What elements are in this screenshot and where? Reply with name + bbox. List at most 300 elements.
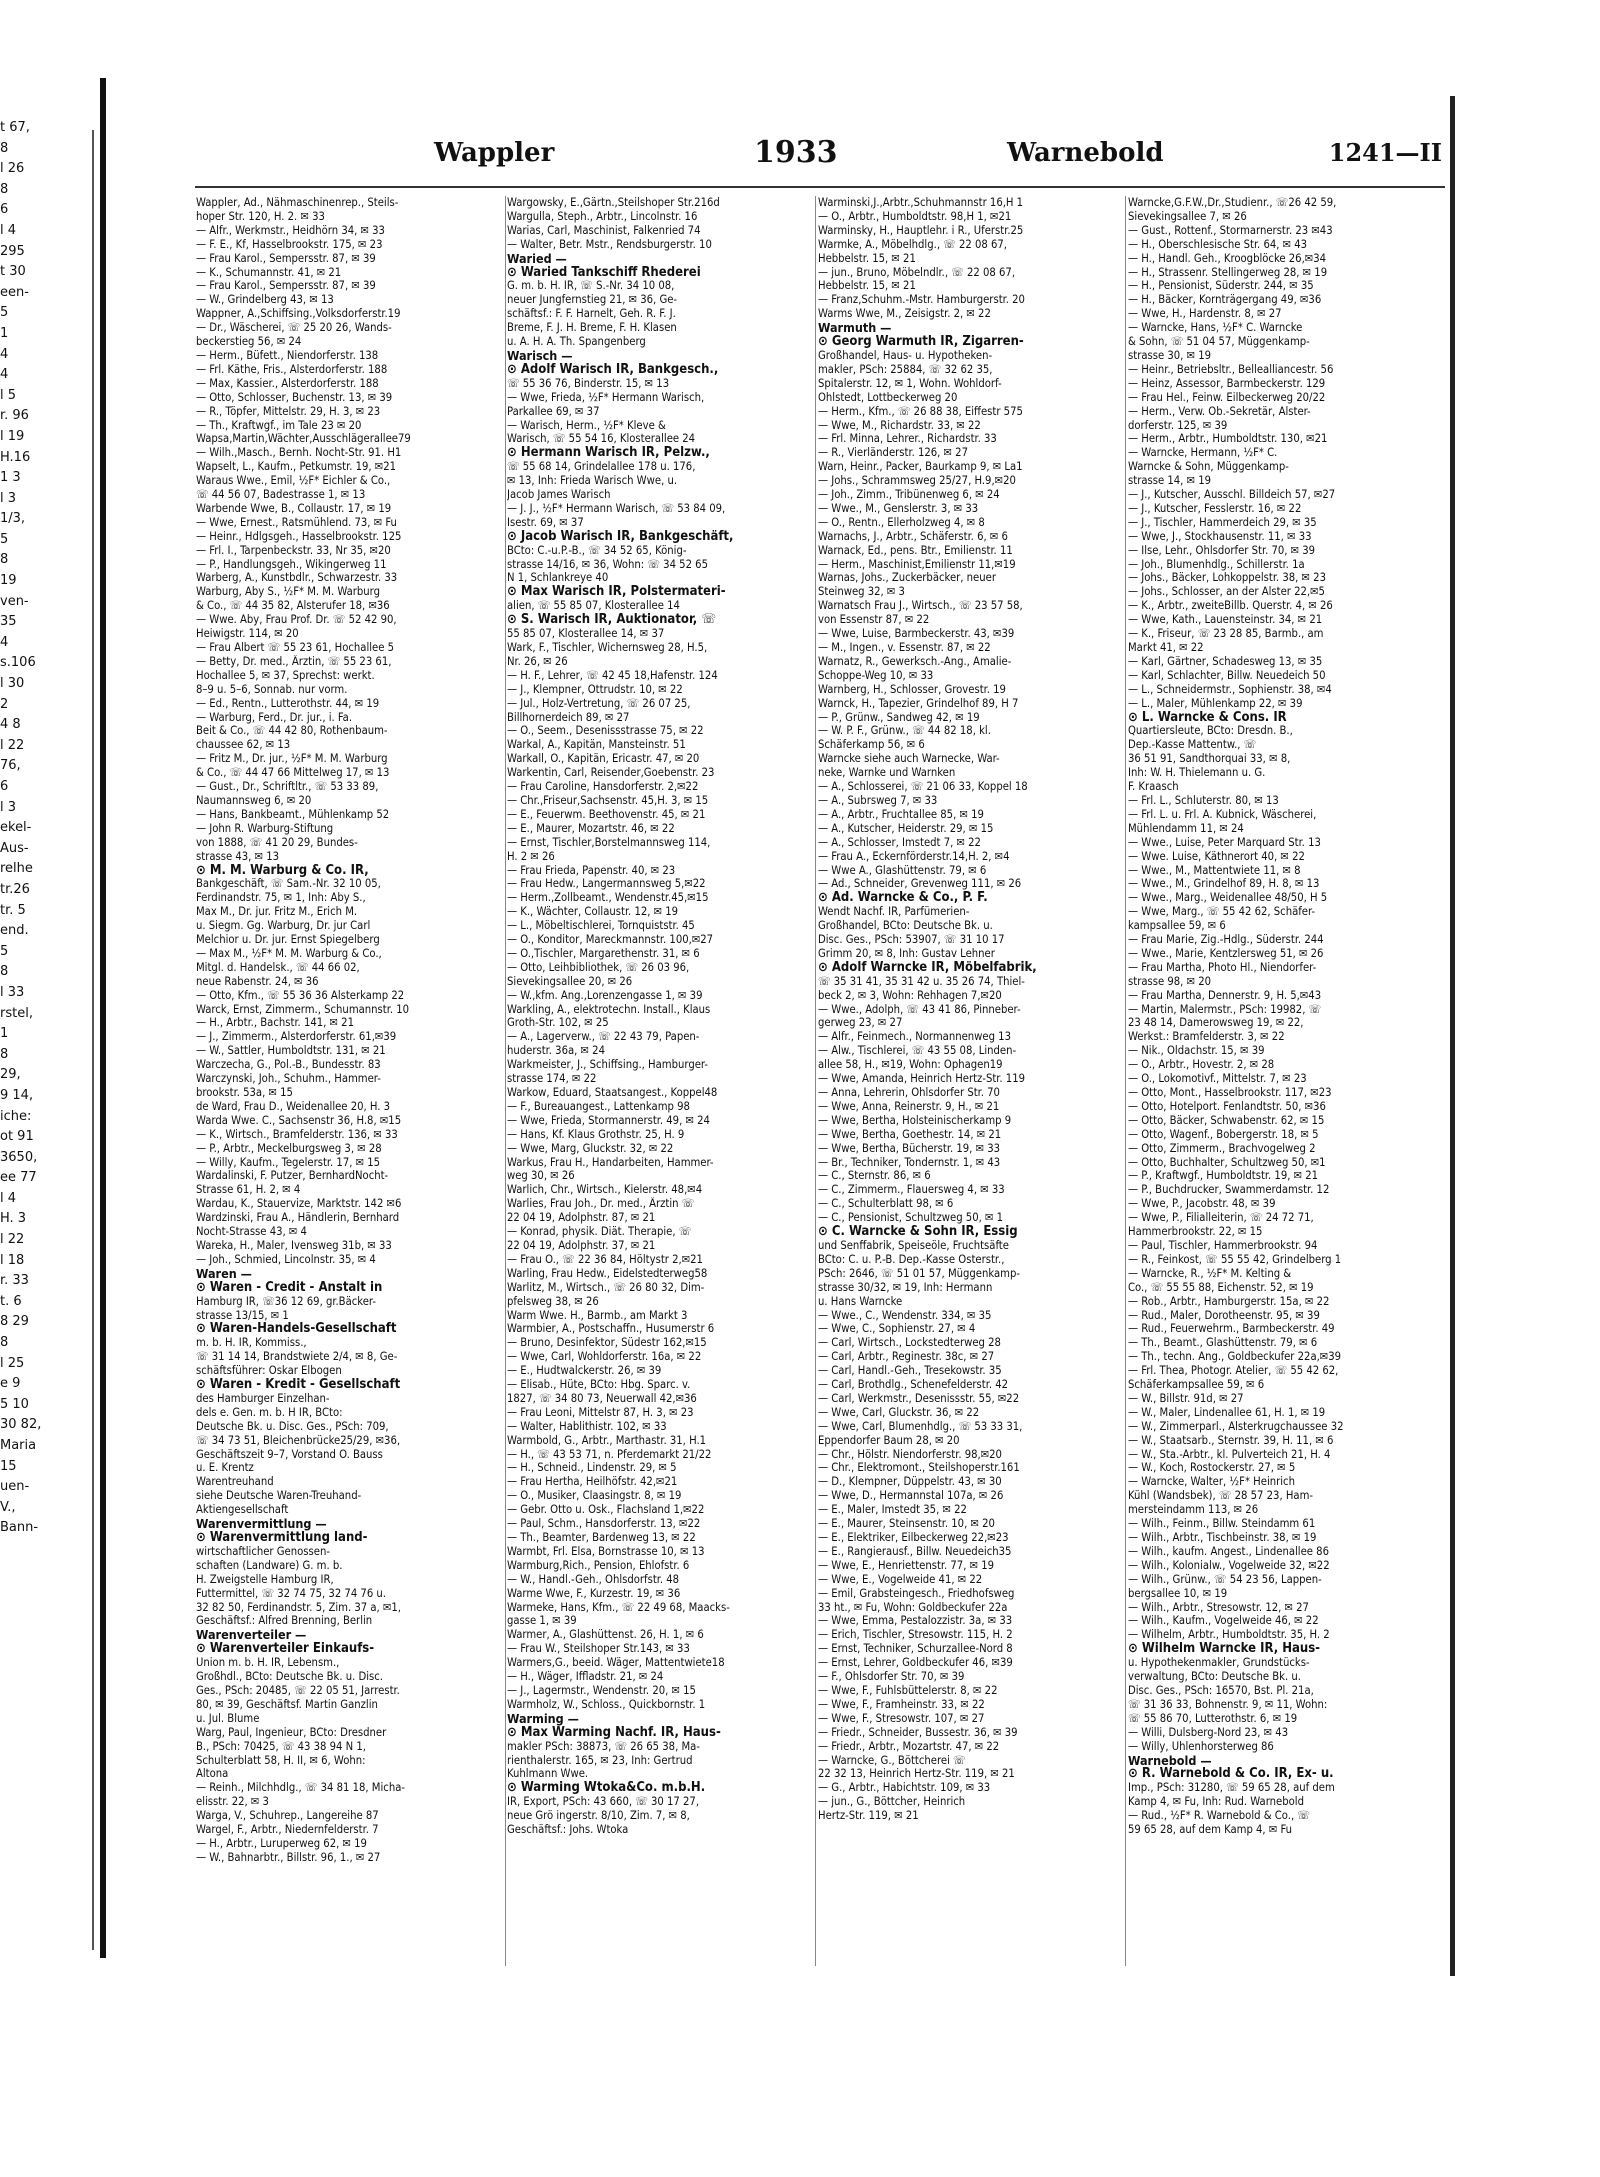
directory-entry-line: — Wwe, P., Filialleiterin, ☏ 24 72 71, — [1128, 1211, 1314, 1225]
directory-entry-line: 33 ht., ✉ Fu, Wohn: Goldbeckufer 22a — [818, 1600, 1008, 1614]
directory-entry-line: — Th., Kraftwgf., im Tale 23 ✉ 20 — [196, 418, 362, 432]
directory-entry-line: — Johs., Schrammsweg 25/27, H.9,✉20 — [818, 474, 1016, 488]
directory-entry-line: Warkentin, Carl, Reisender,Goebenstr. 23 — [507, 766, 715, 780]
directory-entry-line: ☏ 55 68 14, Grindelallee 178 u. 176, — [507, 460, 696, 474]
directory-entry-line: — Herm., Arbtr., Humboldtstr. 130, ✉21 — [1128, 432, 1328, 446]
directory-entry-line: mersteindamm 113, ✉ 26 — [1128, 1503, 1259, 1517]
directory-entry-line: Warisch — — [507, 348, 573, 363]
directory-entry-line: — Warncke, Hermann, ½F* C. — [1128, 446, 1278, 460]
directory-entry-line: — Willy, Uhlenhorsterweg 86 — [1128, 1739, 1274, 1753]
directory-entry-line: — Frau Albert ☏ 55 23 61, Hochallee 5 — [196, 641, 395, 654]
directory-entry-line: ⊙ Waren - Kredit - Gesellschaft — [196, 1378, 401, 1392]
directory-entry-line: Wark, F., Tischler, Wichernsweg 28, H.5, — [507, 641, 708, 654]
directory-entry-line: — O.,Tischler, Margarethenstr. 31, ✉ 6 — [507, 946, 700, 960]
directory-entry-line: BCto: C. u. P.-B. Dep.-Kasse Osterstr., — [818, 1252, 1005, 1266]
directory-entry-line: — A., Subrsweg 7, ✉ 33 — [818, 793, 938, 807]
directory-entry-line: alien, ☏ 55 85 07, Klosterallee 14 — [507, 599, 680, 613]
directory-entry-line: — Frau Hedw., Langermannsweg 5,✉22 — [507, 877, 706, 891]
directory-entry-line: — G., Arbtr., Habichtstr. 109, ✉ 33 — [818, 1781, 991, 1795]
directory-entry-line: — Joh., Zimm., Tribünenweg 6, ✉ 24 — [818, 488, 1000, 502]
margin-fragment: rstel, — [0, 1005, 33, 1021]
directory-entry-line: Groth-Str. 102, ✉ 25 — [507, 1016, 609, 1030]
directory-entry-line: — H., Strassenr. Stellingerweg 28, ✉ 19 — [1128, 265, 1328, 279]
directory-entry-line: — Frl. L., Schluterstr. 80, ✉ 13 — [1128, 793, 1279, 807]
directory-entry-line: — W., Koch, Rostockerstr. 27, ✉ 5 — [1128, 1461, 1296, 1475]
directory-entry-line: elisstr. 22, ✉ 3 — [196, 1795, 269, 1809]
directory-entry-line: Heiwigstr. 114, ✉ 20 — [196, 627, 299, 641]
margin-fragment: l 19 — [0, 428, 25, 444]
directory-entry-line: Warming — — [507, 1711, 579, 1726]
directory-entry-line: Warling, Frau Hedw., Eidelstedterweg58 — [507, 1266, 708, 1280]
directory-entry-line: — Carl, Werkmstr., Desenissstr. 55, ✉22 — [818, 1391, 1020, 1405]
directory-entry-line: Sievekingsallee 7, ✉ 26 — [1128, 209, 1247, 223]
directory-entry-line: — Herm., Kfm., ☏ 26 88 38, Eiffestr 575 — [818, 404, 1023, 418]
directory-entry-line: Warncke & Sohn, Müggenkamp- — [1128, 460, 1289, 474]
directory-entry-line: — Alfr., Werkmstr., Heidhörn 34, ✉ 33 — [196, 223, 385, 237]
directory-entry-line: Großhandel, Haus- u. Hypotheken- — [818, 348, 993, 362]
directory-entry-line: — Herm., Maschinist,Emilienstr 11,✉19 — [818, 557, 1016, 571]
directory-entry-line: — Wilh., Grünw., ☏ 54 23 56, Lappen- — [1128, 1572, 1322, 1586]
directory-entry-line: — Wwe, C., Sophienstr. 27, ✉ 4 — [818, 1322, 976, 1336]
directory-entry-line: Inh: W. H. Thielemann u. G. — [1128, 766, 1266, 780]
directory-entry-line: Warda Wwe. C., Sachsenstr 36, H.8, ✉15 — [196, 1113, 402, 1127]
directory-entry-line: — Carl, Brothdlg., Schenefelderstr. 42 — [818, 1378, 1009, 1392]
directory-entry-line: Warmeke, Hans, Kfm., ☏ 22 49 68, Maacks- — [507, 1600, 730, 1614]
directory-entry-line: — Otto, Bäcker, Schwabenstr. 62, ✉ 15 — [1128, 1113, 1325, 1127]
directory-entry-line: — P., Handlungsgeh., Wikingerweg 11 — [196, 557, 387, 571]
directory-entry-line: — Herm.,Zollbeamt., Wendenstr.45,✉15 — [507, 891, 709, 905]
directory-entry-line: — E., Feuerwm. Beethovenstr. 45, ✉ 21 — [507, 807, 706, 821]
directory-entry-line: — Karl, Gärtner, Schadesweg 13, ✉ 35 — [1128, 654, 1323, 668]
directory-entry-line: Union m. b. H. IR, Lebensm., — [196, 1656, 340, 1670]
directory-entry-line: Warkus, Frau H., Handarbeiten, Hammer- — [507, 1155, 714, 1169]
directory-entry-line: Warnatsch Frau J., Wirtsch., ☏ 23 57 58, — [818, 599, 1023, 613]
directory-entry-line: Mühlendamm 11, ✉ 24 — [1128, 821, 1244, 835]
margin-fragment: t 30 — [0, 264, 26, 280]
directory-entry-line: Warminski,J.,Arbtr.,Schuhmannstr 16,H 1 — [818, 196, 1024, 209]
directory-entry-line: — Wwe, Emma, Pestalozzistr. 3a, ✉ 33 — [818, 1614, 1013, 1628]
margin-fragment: ee 77 — [0, 1170, 37, 1186]
directory-entry-line: — Hans, Kf. Klaus Grothstr. 25, H. 9 — [507, 1127, 685, 1141]
directory-entry-line: Imp., PSch: 31280, ☏ 59 65 28, auf dem — [1128, 1781, 1335, 1795]
directory-entry-line: Wappler, Ad., Nähmaschinenrep., Steils- — [196, 196, 399, 209]
directory-entry-line: — A., Schlosserei, ☏ 21 06 33, Koppel 18 — [818, 780, 1028, 794]
directory-entry-line: — Wwe. Aby, Frau Prof. Dr. ☏ 52 42 90, — [196, 613, 397, 627]
directory-entry-line: u. Hypothekenmakler, Grundstücks- — [1128, 1656, 1310, 1670]
directory-entry-line: — Otto, Hotelport. Fenlandtstr. 50, ✉36 — [1128, 1099, 1326, 1113]
directory-entry-line: ☏ 34 73 51, Bleichenbrücke25/29, ✉36, — [196, 1433, 401, 1447]
directory-entry-line: — Otto, Wagenf., Bobergerstr. 18, ✉ 5 — [1128, 1127, 1319, 1141]
directory-entry-line: Sievekingsallee 20, ✉ 26 — [507, 974, 633, 988]
directory-entry-line: — L., Schneidermstr., Sophienstr. 38, ✉4 — [1128, 682, 1332, 696]
directory-entry-line: Grimm 20, ✉ 8, Inh: Gustav Lehner — [818, 946, 995, 960]
directory-entry-line: Warncke siehe auch Warnecke, War- — [818, 752, 1000, 766]
directory-entry-line: — Otto, Schlosser, Buchenstr. 13, ✉ 39 — [196, 390, 393, 404]
directory-entry-line: Geschäftsf.: Alfred Brenning, Berlin — [196, 1614, 373, 1628]
directory-entry-line: — Warncke, Walter, ½F* Heinrich — [1128, 1475, 1295, 1489]
directory-entry-line: — Frau Hel., Feinw. Eilbeckerweg 20/22 — [1128, 390, 1326, 404]
directory-entry-line: — Dr., Wäscherei, ☏ 25 20 26, Wands- — [196, 321, 392, 335]
directory-entry-line: Wapselt, L., Kaufm., Petkumstr. 19, ✉21 — [196, 460, 397, 474]
directory-entry-line: — C., Sternstr. 86, ✉ 6 — [818, 1169, 931, 1183]
directory-entry-line: ⊙ Warenverteiler Einkaufs- — [196, 1642, 375, 1657]
directory-entry-line: — E., Maurer, Steinsenstr. 10, ✉ 20 — [818, 1517, 995, 1531]
directory-entry-line: — Wwe, J., Stockhausenstr. 11, ✉ 33 — [1128, 529, 1312, 543]
directory-entry-line: ☏ 31 36 33, Bohnenstr. 9, ✉ 11, Wohn: — [1128, 1697, 1328, 1711]
header-year: 1933 — [754, 135, 838, 170]
directory-entry-line: — Warisch, Herm., ½F* Kleve & — [507, 418, 666, 432]
directory-entry-line: — P., Kraftwgf., Humboldtstr. 19, ✉ 21 — [1128, 1169, 1319, 1183]
adjacent-page-margin — [0, 118, 64, 1938]
directory-entry-line: — Chr.,Friseur,Sachsenstr. 45,H. 3, ✉ 15 — [507, 793, 709, 807]
directory-entry-line: Geschäftszeit 9–7, Vorstand O. Bauss — [196, 1447, 383, 1461]
margin-fragment: l 26 — [0, 161, 25, 177]
margin-fragment: l 33 — [0, 984, 25, 1000]
directory-entry-line: schäftsführer: Oskar Elbogen — [196, 1364, 342, 1378]
directory-entry-line: — A., Lagerverw., ☏ 22 43 79, Papen- — [507, 1030, 700, 1044]
directory-entry-line: — Frau Leoni, Mittelstr 87, H. 3, ✉ 23 — [507, 1405, 694, 1419]
directory-entry-line: Warg, Paul, Ingenieur, BCto: Dresdner — [196, 1725, 387, 1739]
directory-entry-line: — Wwe, P., Jacobstr. 48, ✉ 39 — [1128, 1197, 1276, 1211]
directory-entry-line: — Frl. I., Tarpenbeckstr. 33, Nr 35, ✉20 — [196, 543, 391, 557]
directory-entry-line: — Friedr., Schneider, Bussestr. 36, ✉ 39 — [818, 1725, 1018, 1739]
directory-entry-line: — E., Hudtwalckerstr. 26, ✉ 39 — [507, 1364, 662, 1378]
directory-column-1 — [196, 196, 506, 1966]
directory-entry-line: — Warburg, Ferd., Dr. jur., i. Fa. — [196, 710, 353, 724]
margin-fragment: ot 91 — [0, 1129, 34, 1145]
directory-entry-line: — P., Arbtr., Meckelburgsweg 3, ✉ 28 — [196, 1141, 382, 1155]
directory-entry-line: — Martin, Malermstr., PSch: 19982, ☏ — [1128, 1002, 1322, 1016]
directory-entry-line: — K., Friseur, ☏ 23 28 85, Barmb., am — [1128, 627, 1324, 641]
directory-entry-line: — Wilh., Kaufm., Vogelweide 46, ✉ 22 — [1128, 1614, 1319, 1628]
directory-entry-line: — Frau W., Steilshoper Str.143, ✉ 33 — [507, 1642, 690, 1656]
directory-entry-line: — Otto, Zimmerm., Brachvogelweg 2 — [1128, 1141, 1316, 1155]
directory-entry-line: 36 51 91, Sandthorquai 33, ✉ 8, — [1128, 752, 1291, 766]
margin-fragment: 8 — [0, 1046, 9, 1062]
directory-entry-line: Warnack, Ed., pens. Btr., Emilienstr. 11 — [818, 543, 1013, 557]
directory-entry-line: Futtermittel, ☏ 32 74 75, 32 74 76 u. — [196, 1586, 387, 1600]
margin-fragment: r. 96 — [0, 408, 29, 424]
directory-entry-line: allee 58, H., ✉19, Wohn: Ophagen19 — [818, 1058, 1003, 1072]
directory-column-3 — [818, 196, 1128, 1966]
margin-fragment: 29, — [0, 1067, 21, 1083]
directory-entry-line: ☏ 31 14 14, Brandstwiete 2/4, ✉ 8, Ge- — [196, 1350, 398, 1364]
directory-entry-line: wirtschaftlicher Genossen- — [196, 1544, 330, 1558]
directory-entry-line: — Otto, Leihbibliothek, ☏ 26 03 96, — [507, 960, 690, 974]
margin-fragment: 8 — [0, 552, 9, 568]
directory-entry-line: — Frau A., Eckernförderstr.14,H. 2, ✉4 — [818, 849, 1010, 863]
directory-entry-line: — C., Zimmerm., Flauersweg 4, ✉ 33 — [818, 1183, 1005, 1197]
directory-entry-line: ☏ 44 56 07, Badestrasse 1, ✉ 13 — [196, 488, 366, 502]
directory-entry-line: Warentreuhand — [196, 1475, 274, 1489]
directory-entry-line: — Warncke, R., ½F* M. Kelting & — [1128, 1266, 1292, 1280]
margin-fragment: 15 — [0, 1458, 17, 1474]
directory-entry-line: Schäferkampsallee 59, ✉ 6 — [1128, 1378, 1265, 1392]
directory-entry-line: — Ernst, Tischler,Borstelmannsweg 114, — [507, 835, 711, 849]
directory-entry-line: u. A. H. A. Th. Spangenberg — [507, 335, 646, 349]
directory-entry-line: ☏ 35 31 41, 35 31 42 u. 35 26 74, Thiel- — [818, 974, 1025, 988]
directory-entry-line: — Wwe, M., Richardstr. 33, ✉ 22 — [818, 418, 981, 432]
directory-entry-line: — Wilh., Arbtr., Tischbeinstr. 38, ✉ 19 — [1128, 1531, 1317, 1544]
directory-entry-line: Waried — — [507, 251, 567, 266]
directory-entry-line: — Wwe, Marg, Gluckstr. 32, ✉ 22 — [507, 1141, 674, 1155]
directory-entry-line: — W., Sattler, Humboldtstr. 131, ✉ 21 — [196, 1044, 386, 1058]
directory-entry-line: Hochallee 5, ✉ 37, Sprechst: werkt. — [196, 668, 375, 682]
directory-entry-line: — Ernst, Lehrer, Goldbeckufer 46, ✉39 — [818, 1656, 1013, 1670]
directory-entry-line: ⊙ Adolf Warncke IR, Möbelfabrik, — [818, 960, 1037, 975]
directory-entry-line: B., PSch: 70425, ☏ 43 38 94 N 1, — [196, 1739, 366, 1753]
directory-entry-line: — A., Schlosser, Imstedt 7, ✉ 22 — [818, 835, 981, 849]
directory-entry-line: ⊙ Adolf Warisch IR, Bankgesch., — [507, 362, 719, 377]
directory-entry-line: — C., Schulterblatt 98, ✉ 6 — [818, 1197, 954, 1211]
margin-fragment: ekel- — [0, 820, 32, 836]
directory-entry-line: Wargowsky, E.,Gärtn.,Steilshoper Str.216d — [507, 196, 720, 209]
directory-entry-line: strasse 13/15, ✉ 1 — [196, 1308, 289, 1322]
directory-entry-line: Naumannsweg 6, ✉ 20 — [196, 793, 312, 807]
directory-entry-line: Hammerbrookstr. 22, ✉ 15 — [1128, 1225, 1263, 1239]
directory-entry-line: de Ward, Frau D., Weidenallee 20, H. 3 — [196, 1099, 391, 1113]
directory-entry-line: — Franz,Schuhm.-Mstr. Hamburgerstr. 20 — [818, 293, 1025, 307]
directory-entry-line: — L., Maler, Mühlenkamp 22, ✉ 39 — [1128, 696, 1303, 710]
directory-entry-line: ☏ 55 86 70, Lutterothstr. 6, ✉ 19 — [1128, 1711, 1298, 1725]
directory-entry-line: Warkmeister, J., Schiffsing., Hamburger- — [507, 1058, 708, 1072]
directory-entry-line: — Th., techn. Ang., Goldbeckufer 22a,✉39 — [1128, 1350, 1342, 1364]
directory-entry-line: ⊙ C. Warncke & Sohn IR, Essig — [818, 1225, 1018, 1239]
directory-entry-line: — H., Handl. Geh., Kroogblöcke 26,✉34 — [1128, 251, 1327, 265]
margin-fragment: 4 — [0, 346, 9, 362]
directory-entry-line: — O., Konditor, Mareckmannstr. 100,✉27 — [507, 933, 714, 947]
directory-entry-line: — Heinr., Hdlgsgeh., Hasselbrookstr. 125 — [196, 529, 402, 543]
margin-fragment: l 4 — [0, 222, 17, 238]
directory-entry-line: Warmke, A., Möbelhdlg., ☏ 22 08 67, — [818, 237, 1007, 251]
directory-entry-line: — D., Klempner, Düppelstr. 43, ✉ 30 — [818, 1475, 1002, 1489]
directory-entry-line: — Wwe., Marg., Weidenallee 48/50, H 5 — [1128, 891, 1328, 905]
directory-entry-line: — Nik., Oldachstr. 15, ✉ 39 — [1128, 1044, 1265, 1058]
directory-entry-line: — W., Zimmerparl., Alsterkrugchaussee 32 — [1128, 1419, 1344, 1433]
directory-entry-line: Max M., Dr. jur. Fritz M., Erich M. — [196, 905, 358, 919]
directory-entry-line: von Essenstr 87, ✉ 22 — [818, 613, 930, 627]
margin-fragment: 4 — [0, 367, 9, 383]
margin-fragment: 8 29 — [0, 1314, 29, 1330]
directory-entry-line: — Joh., Blumenhdlg., Schillerstr. 1a — [1128, 557, 1305, 571]
margin-fragment: l 25 — [0, 1355, 25, 1371]
directory-entry-line: Schulterblatt 58, H. II, ✉ 6, Wohn: — [196, 1753, 366, 1767]
header-last-entry: Warnebold — [1007, 138, 1164, 168]
directory-entry-line: — H., Wäger, Iffladstr. 21, ✉ 24 — [507, 1670, 664, 1684]
margin-fragment: 19 — [0, 573, 17, 589]
directory-entry-line: Warmbold, G., Arbtr., Marthastr. 31, H.1 — [507, 1433, 707, 1447]
directory-entry-line: — Emil, Grabsteingesch., Friedhofsweg — [818, 1586, 1015, 1600]
directory-entry-line: beck 2, ✉ 3, Wohn: Rehhagen 7,✉20 — [818, 988, 1002, 1002]
directory-entry-line: Warminsky, H., Hauptlehr. i R., Uferstr.25 — [818, 223, 1024, 237]
directory-entry-line: rienthalerstr. 165, ✉ 23, Inh: Gertrud — [507, 1753, 693, 1767]
directory-entry-line: — Max M., ½F* M. M. Warburg & Co., — [196, 946, 382, 960]
margin-fragment: Bann- — [0, 1520, 39, 1536]
directory-entry-line: ⊙ Max Warming Nachf. IR, Haus- — [507, 1725, 721, 1740]
directory-entry-line: brookstr. 53a, ✉ 15 — [196, 1086, 293, 1099]
directory-entry-line: Warberg, A., Kunstbdlr., Schwarzestr. 33 — [196, 571, 398, 585]
directory-entry-line: u. Jul. Blume — [196, 1711, 260, 1725]
directory-entry-line: — Reinh., Milchhdlg., ☏ 34 81 18, Micha- — [196, 1781, 406, 1795]
directory-entry-line: — Ad., Schneider, Grevenweg 111, ✉ 26 — [818, 877, 1022, 891]
margin-fragment: 4 — [0, 634, 9, 650]
directory-entry-line: m. b. H. IR, Kommiss., — [196, 1336, 307, 1350]
margin-fragment: l 22 — [0, 1232, 25, 1248]
directory-entry-line: — Rud., Feuerwehrm., Barmbeckerstr. 49 — [1128, 1322, 1335, 1336]
directory-entry-line: schaften (Landware) G. m. b. — [196, 1558, 343, 1572]
margin-fragment: 4 8 — [0, 717, 21, 733]
margin-fragment: 8 — [0, 140, 9, 156]
directory-entry-line: Warenverteiler — — [196, 1628, 307, 1643]
directory-entry-line: H. Zweigstelle Hamburg IR, — [196, 1572, 334, 1586]
directory-entry-line: — Wwe., Marie, Kentzlersweg 51, ✉ 26 — [1128, 946, 1324, 960]
directory-entry-line: gasse 1, ✉ 39 — [507, 1614, 577, 1628]
directory-entry-line: hoper Str. 120, H. 2. ✉ 33 — [196, 209, 325, 223]
directory-entry-line: — Alw., Tischlerei, ☏ 43 55 08, Linden- — [818, 1044, 1017, 1058]
directory-entry-line: — Wwe., C., Wendenstr. 334, ✉ 35 — [818, 1308, 992, 1322]
directory-entry-line: — Herm., Büfett., Niendorferstr. 138 — [196, 348, 379, 362]
directory-entry-line: — Otto, Kfm., ☏ 55 36 36 Alsterkamp 22 — [196, 988, 405, 1002]
directory-entry-line: Waren — — [196, 1266, 252, 1281]
directory-entry-line: — Frl. Minna, Lehrer., Richardstr. 33 — [818, 432, 997, 446]
directory-entry-line: — W., Handl.-Geh., Ohlsdorfstr. 48 — [507, 1572, 680, 1586]
directory-entry-line: Wargel, F., Arbtr., Niedernfelderstr. 7 — [196, 1823, 379, 1837]
directory-entry-line: — Wilh.,Masch., Bernh. Nocht-Str. 91. H1 — [196, 446, 402, 460]
directory-entry-line: — W., Grindelberg 43, ✉ 13 — [196, 293, 334, 307]
directory-entry-line: schäftsf.: F. F. Harnelt, Geh. R. F. J. — [507, 307, 676, 321]
margin-fragment: 5 — [0, 531, 9, 547]
directory-entry-line: 23 48 14, Damerowsweg 19, ✉ 22, — [1128, 1016, 1304, 1030]
directory-entry-line: Isestr. 69, ✉ 37 — [507, 515, 584, 529]
directory-entry-line: Wappner, A.,Schiffsing.,Volksdorferstr.19 — [196, 307, 401, 321]
directory-entry-line: — Max, Kassier., Alsterdorferstr. 188 — [196, 376, 379, 390]
margin-fragment: een- — [0, 284, 29, 300]
directory-entry-line: — Wwe, Ernest., Ratsmühlend. 73, ✉ Fu — [196, 515, 397, 529]
directory-entry-line: Warnebold — — [1128, 1753, 1212, 1768]
margin-fragment: 1 3 — [0, 470, 21, 486]
directory-entry-line: Ferdinandstr. 75, ✉ 1, Inh: Aby S., — [196, 891, 366, 905]
directory-entry-line: — O., Arbtr., Humboldtstr. 98,H 1, ✉21 — [818, 209, 1012, 223]
directory-entry-line: — Carl, Arbtr., Reginestr. 38c, ✉ 27 — [818, 1350, 995, 1364]
margin-fragment: end. — [0, 923, 29, 939]
directory-entry-line: Hamburg IR, ☏36 12 69, gr.Bäcker- — [196, 1294, 376, 1308]
directory-entry-line: — Th., Beamter, Bardenweg 13, ✉ 22 — [507, 1531, 696, 1544]
directory-entry-line: ⊙ Warming Wtoka&Co. m.b.H. — [507, 1781, 706, 1796]
directory-entry-line: u. Hans Warncke — [818, 1294, 903, 1308]
directory-entry-line: Warburg, Aby S., ½F* M. M. Warburg — [196, 585, 381, 599]
directory-entry-line: Quartiersleute, BCto: Dresdn. B., — [1128, 724, 1293, 738]
directory-entry-line: — H., Arbtr., Luruperweg 62, ✉ 19 — [196, 1836, 367, 1850]
directory-entry-line: pfelsweg 38, ✉ 26 — [507, 1294, 599, 1308]
directory-entry-line: — K., Arbtr., zweiteBillb. Querstr. 4, ✉ 26 — [1128, 599, 1333, 613]
directory-entry-line: — A., Kutscher, Heiderstr. 29, ✉ 15 — [818, 821, 994, 835]
directory-entry-line: Jacob James Warisch — [507, 488, 611, 502]
margin-fragment: l 4 — [0, 1190, 17, 1206]
margin-fragment: V., — [0, 1499, 16, 1515]
margin-fragment: l 30 — [0, 676, 25, 692]
directory-entry-line: Warmuth — — [818, 321, 892, 336]
directory-entry-line: ⊙ Jacob Warisch IR, Bankgeschäft, — [507, 529, 734, 544]
directory-entry-line: — H., Schneid., Lindenstr. 29, ✉ 5 — [507, 1461, 677, 1475]
directory-entry-line: — Frl. Käthe, Fris., Alsterdorferstr. 188 — [196, 362, 388, 376]
directory-entry-line: Großhandel, BCto: Deutsche Bk. u. — [818, 919, 993, 933]
directory-entry-line: neke, Warnke und Warnken — [818, 766, 956, 780]
margin-fragment: 8 — [0, 1335, 9, 1351]
directory-entry-line: — A., Arbtr., Fruchtallee 85, ✉ 19 — [818, 807, 984, 821]
directory-entry-line: Wardzinski, Frau A., Händlerin, Bernhard — [196, 1211, 400, 1225]
directory-entry-line: dels e. Gen. m. b. H IR, BCto: — [196, 1405, 343, 1419]
directory-entry-line: — W., Sta.-Arbtr., kl. Pulverteich 21, H. 4 — [1128, 1447, 1331, 1461]
directory-entry-line: — Wwe., M., Mattentwiete 11, ✉ 8 — [1128, 863, 1301, 877]
directory-entry-line: — Rud., ½F* R. Warnebold & Co., ☏ — [1128, 1809, 1310, 1823]
directory-entry-line: — Heinr., Betriebsltr., Bellealliancestr. 56 — [1128, 362, 1334, 376]
directory-entry-line: G. m. b. H. IR, ☏ S.-Nr. 34 10 08, — [507, 279, 675, 293]
directory-entry-line: 22 32 13, Heinrich Hertz-Str. 119, ✉ 21 — [818, 1767, 1015, 1781]
directory-entry-line: & Co., ☏ 44 47 66 Mittelweg 17, ✉ 13 — [196, 766, 390, 780]
directory-entry-line: Warkling, A., elektrotechn. Install., Klaus — [507, 1002, 711, 1016]
directory-entry-line: Großhdl., BCto: Deutsche Bk. u. Disc. — [196, 1670, 384, 1684]
directory-entry-line: Wardau, K., Stauervize, Marktstr. 142 ✉6 — [196, 1197, 402, 1211]
directory-entry-line: makler, PSch: 25884, ☏ 32 62 35, — [818, 362, 993, 376]
directory-entry-line: Nr. 26, ✉ 26 — [507, 654, 568, 668]
directory-entry-line: ⊙ Max Warisch IR, Polstermateri- — [507, 585, 726, 600]
directory-entry-line: — Wwe, Anna, Reinerstr. 9, H., ✉ 21 — [818, 1099, 1000, 1113]
directory-entry-line: Markt 41, ✉ 22 — [1128, 641, 1204, 654]
page-number: 1241—II — [1328, 138, 1442, 167]
directory-entry-line: — Wwe, Marg., ☏ 55 42 62, Schäfer- — [1128, 905, 1316, 919]
directory-entry-line: Schoppe-Weg 10, ✉ 33 — [818, 668, 934, 682]
directory-entry-line: — H., Oberschlesische Str. 64, ✉ 43 — [1128, 237, 1308, 251]
directory-entry-line: — Johs., Bäcker, Lohkoppelstr. 38, ✉ 23 — [1128, 571, 1326, 585]
directory-entry-line: Warkow, Eduard, Staatsangest., Koppel48 — [507, 1086, 718, 1099]
directory-entry-line: — Wwe, Amanda, Heinrich Hertz-Str. 119 — [818, 1072, 1026, 1086]
directory-entry-line: 32 82 50, Ferdinandstr. 5, Zim. 37 a, ✉1, — [196, 1600, 401, 1614]
directory-entry-line: — Friedr., Arbtr., Mozartstr. 47, ✉ 22 — [818, 1739, 1000, 1753]
directory-entry-line: Warck, Ernst, Zimmerm., Schumannstr. 10 — [196, 1002, 410, 1016]
directory-entry-line: — Wwe, F., Fuhlsbüttelerstr. 8, ✉ 22 — [818, 1683, 998, 1697]
directory-entry-line: Spitalerstr. 12, ✉ 1, Wohn. Wohldorf- — [818, 376, 1002, 390]
directory-entry-line: Deutsche Bk. u. Disc. Ges., PSch: 709, — [196, 1419, 389, 1433]
directory-entry-line: — Wwe, Kath., Lauensteinstr. 34, ✉ 21 — [1128, 613, 1323, 627]
directory-entry-line: — Gebr. Otto u. Osk., Flachsland 1,✉22 — [507, 1503, 705, 1517]
directory-entry-line: Warbende Wwe, B., Collaustr. 17, ✉ 19 — [196, 501, 392, 515]
directory-entry-line: Warms Wwe, M., Zeisigstr. 2, ✉ 22 — [818, 307, 991, 321]
directory-entry-line: — Frau O., ☏ 22 36 84, Höltystr 2,✉21 — [507, 1252, 703, 1266]
directory-entry-line: ⊙ Waren-Handels-Gesellschaft — [196, 1322, 397, 1337]
directory-entry-line: — Willi, Dulsberg-Nord 23, ✉ 43 — [1128, 1725, 1289, 1739]
directory-entry-line: Warmholz, W., Schloss., Quickbornstr. 1 — [507, 1697, 706, 1711]
directory-entry-line: BCto: C.-u.P.-B., ☏ 34 52 65, König- — [507, 543, 687, 557]
margin-fragment: 295 — [0, 243, 25, 259]
directory-entry-line: Hertz-Str. 119, ✉ 21 — [818, 1809, 919, 1823]
directory-entry-line: — Th., Beamt., Glashüttenstr. 79, ✉ 6 — [1128, 1336, 1318, 1350]
directory-entry-line: — Ed., Rentn., Lutterothstr. 44, ✉ 19 — [196, 696, 380, 710]
directory-entry-line: — Wwe, Bertha, Bücherstr. 19, ✉ 33 — [818, 1141, 1000, 1155]
directory-entry-line: von 1888, ☏ 41 20 29, Bundes- — [196, 835, 358, 849]
directory-entry-line: — W., Maler, Lindenallee 61, H. 1, ✉ 19 — [1128, 1405, 1326, 1419]
directory-entry-line: Warias, Carl, Maschinist, Falkenried 74 — [507, 223, 701, 237]
margin-fragment: s.106 — [0, 655, 36, 671]
directory-entry-line: Warlich, Chr., Wirtsch., Kielerstr. 48,✉4 — [507, 1183, 703, 1197]
directory-entry-line: Warczynski, Joh., Schuhm., Hammer- — [196, 1072, 381, 1086]
directory-entry-line: — Frau Martha, Dennerstr. 9, H. 5,✉43 — [1128, 988, 1322, 1002]
directory-entry-line: — E., Elektriker, Eilbeckerweg 22,✉23 — [818, 1531, 1009, 1544]
directory-entry-line: — J. J., ½F* Hermann Warisch, ☏ 53 84 09, — [507, 501, 726, 515]
directory-entry-line: — K., Wächter, Collaustr. 12, ✉ 19 — [507, 905, 679, 919]
margin-fragment: 1/3, — [0, 511, 26, 527]
directory-entry-line: Warmburg,Rich., Pension, Ehlofstr. 6 — [507, 1558, 690, 1572]
directory-entry-line: — Wwe., Luise, Peter Marquard Str. 13 — [1128, 835, 1321, 849]
